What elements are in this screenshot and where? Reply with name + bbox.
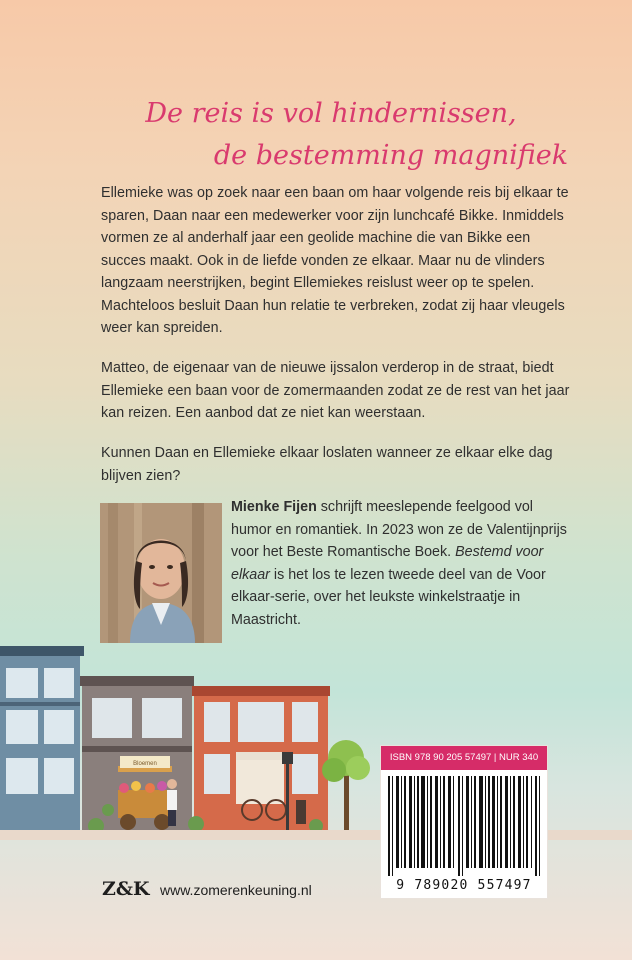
flower-cart-sign: Bloemen	[133, 761, 157, 767]
author-name: Mienke Fijen	[231, 499, 317, 515]
author-portrait-illustration	[100, 503, 222, 643]
barcode-icon	[386, 776, 542, 876]
isbn-label: ISBN 978 90 205 57497 | NUR 340	[381, 746, 547, 770]
publisher-logo: Z&K	[102, 878, 150, 900]
publisher-url: www.zomerenkeuning.nl	[160, 882, 312, 898]
barcode-digits: 9 789020 557497	[396, 878, 532, 893]
author-photo	[100, 503, 222, 643]
tagline-line-1: De reis is vol hindernissen,	[145, 98, 517, 129]
barcode-panel	[380, 745, 548, 899]
book-title: Bestemd voor elkaar	[231, 544, 544, 583]
tree	[322, 740, 370, 830]
blurb-paragraph-1: Ellemieke was op zoek naar een baan om haar volgende reis bij elkaar te sparen, Daan naar een medewerker voor zijn lunchcafé Bikke. Inmiddels vormen ze al anderhalf jaar een geolide machine die van Bikke een succes maakt. Ook in de liefde vonden ze elkaar. Maar nu de vlinders langzaam neerstrijken, begint Ellemiekes reislust weer op te spelen. Machteloos besluit Daan hun relatie te verbreken, zodat zij haar vleugels weer kan spreiden.	[101, 185, 569, 336]
red-building	[192, 686, 330, 832]
author-bio-part-1: schrijft meeslepende feelgood vol humor en romantiek. In 2023 won ze de Valentijnprijs voor het Beste Romantische Boek.	[231, 499, 567, 560]
blurb-paragraph-3: Kunnen Daan en Ellemieke elkaar loslaten wanneer ze elkaar elke dag blijven zien?	[101, 445, 553, 484]
tagline-line-2: de bestemming magnifiek	[213, 140, 569, 171]
blue-building	[0, 646, 84, 832]
blurb-paragraph-2: Matteo, de eigenaar van de nieuwe ijssalon verderop in de straat, biedt Ellemieke een baan voor de zomermaanden zodat ze de rest van het jaar kan reizen. Een aanbod dat ze niet kan weerstaan.	[101, 360, 570, 421]
author-bio	[231, 496, 576, 631]
author-bio-part-2: is het los te lezen tweede deel van de Voor elkaar-serie, over het leukste winkelstraatje in Maastricht.	[231, 566, 546, 628]
man-figure	[167, 779, 177, 826]
